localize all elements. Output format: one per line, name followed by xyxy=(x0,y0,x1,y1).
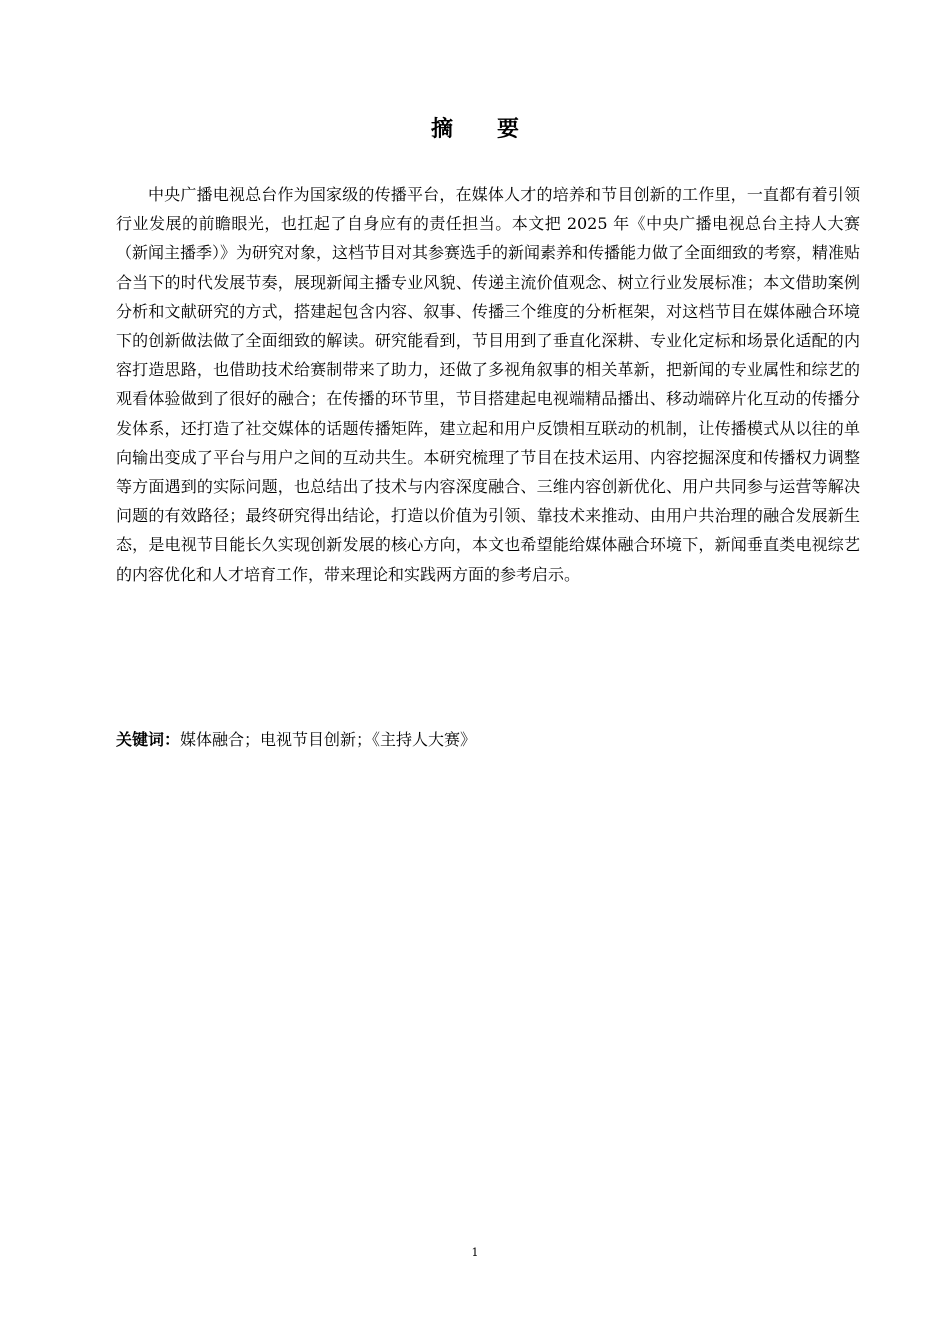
keywords-line xyxy=(116,725,860,754)
keywords-label: 关键词： xyxy=(116,730,181,749)
keywords-text: 媒体融合；电视节目创新；《主持人大赛》 xyxy=(180,730,477,749)
page-title: 摘要 xyxy=(430,117,563,142)
abstract-paragraph: 中央广播电视总台作为国家级的传播平台，在媒体人才的培养和节目创新的工作里，一直都有着引领行业发展的前瞻眼光，也扛起了自身应有的责任担当。本文把 2025 年《中央广播电视总台主持人大赛（新闻主播季）》为研究对象，这档节目对其参赛选手的新闻素养和传播能力做了全面细致的考察，精准贴合当下的时代发展节奏，展现新闻主播专业风貌、传递主流价值观念、树立行业发展标准；本文借助案例分析和文献研究的方式，搭建起包含内容、叙事、传播三个维度的分析框架，对这档节目在媒体融合环境下的创新做法做了全面细致的解读。研究能看到，节目用到了垂直化深耕、专业化定标和场景化适配的内容打造思路，也借助技术给赛制带来了助力，还做了多视角叙事的相关革新，把新闻的专业属性和综艺的观看体验做到了很好的融合；在传播的环节里，节目搭建起电视端精品播出、移动端碎片化互动的传播分发体系，还打造了社交媒体的话题传播矩阵，建立起和用户反馈相互联动的机制，让传播模式从以往的单向输出变成了平台与用户之间的互动共生。本研究梳理了节目在技术运用、内容挖掘深度和传播权力调整等方面遇到的实际问题，也总结出了技术与内容深度融合、三维内容创新优化、用户共同参与运营等解决问题的有效路径；最终研究得出结论，打造以价值为引领、靠技术来推动、由用户共治理的融合发展新生态，是电视节目能长久实现创新发展的核心方向，本文也希望能给媒体融合环境下，新闻垂直类电视综艺的内容优化和人才培育工作，带来理论和实践两方面的参考启示。 xyxy=(116,185,861,584)
page-number: 1 xyxy=(471,1246,479,1259)
